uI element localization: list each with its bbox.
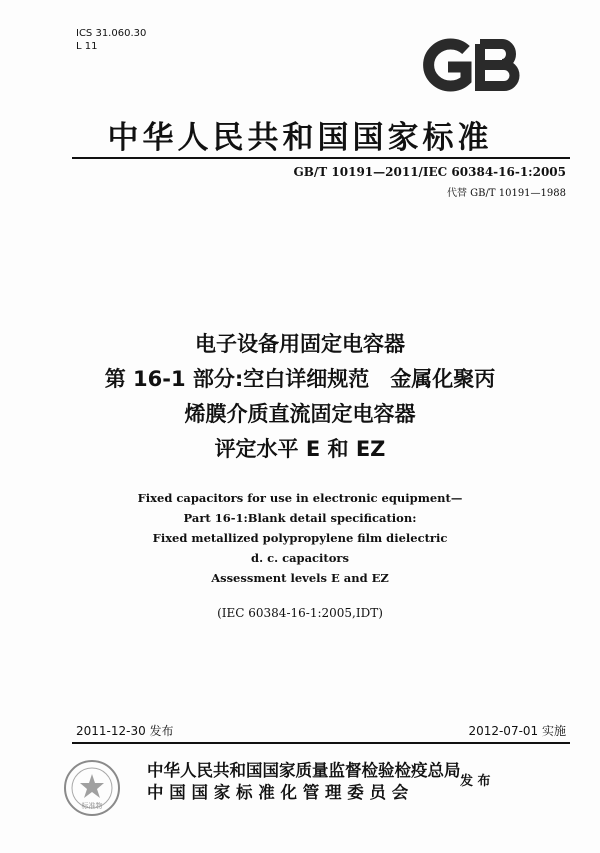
ccs-code: L 11 [76,41,98,52]
seal-label: 标准物 [81,802,103,810]
top-divider [72,157,570,159]
english-title-line: Assessment levels E and EZ [211,571,389,585]
issuing-authorities [147,760,461,804]
implementation-date: 2012-07-01 实施 [468,724,566,738]
chinese-title-line: 烯膜介质直流固定电容器 [184,402,416,426]
classification-codes [76,27,146,53]
english-title-line: Fixed metallized polypropylene film dielectric [152,531,448,545]
iec-equivalence: (IEC 60384-16-1:2005,IDT) [217,606,383,620]
english-title-line: Part 16-1:Blank detail specification: [183,511,417,525]
chinese-title [0,327,600,467]
issue-date: 2011-12-30 发布 [76,724,174,738]
issuer-sac: 中 国 国 家 标 准 化 管 理 委 员 会 [147,783,409,802]
replaces-note: 代替 GB/T 10191—1988 [447,188,566,199]
standard-number: GB/T 10191—2011/IEC 60384-16-1:2005 [293,165,566,179]
bottom-divider [72,742,570,744]
chinese-title-line: 电子设备用固定电容器 [195,332,405,356]
publish-label: 发 布 [460,774,491,789]
english-title [0,488,600,588]
issuer-aqsiq: 中华人民共和国国家质量监督检验检疫总局 [147,761,461,780]
chinese-title-line: 评定水平 E 和 EZ [214,437,386,461]
ics-code: ICS 31.060.30 [76,28,147,39]
chinese-title-line: 第 16-1 部分:空白详细规范 金属化聚丙 [104,367,496,391]
english-title-line: Fixed capacitors for use in electronic equipment— [137,491,463,505]
gb-logo [418,38,528,92]
official-seal [62,758,122,818]
standard-category-title: 中华人民共和国国家标准 [107,120,493,156]
english-title-line: d. c. capacitors [251,551,349,565]
